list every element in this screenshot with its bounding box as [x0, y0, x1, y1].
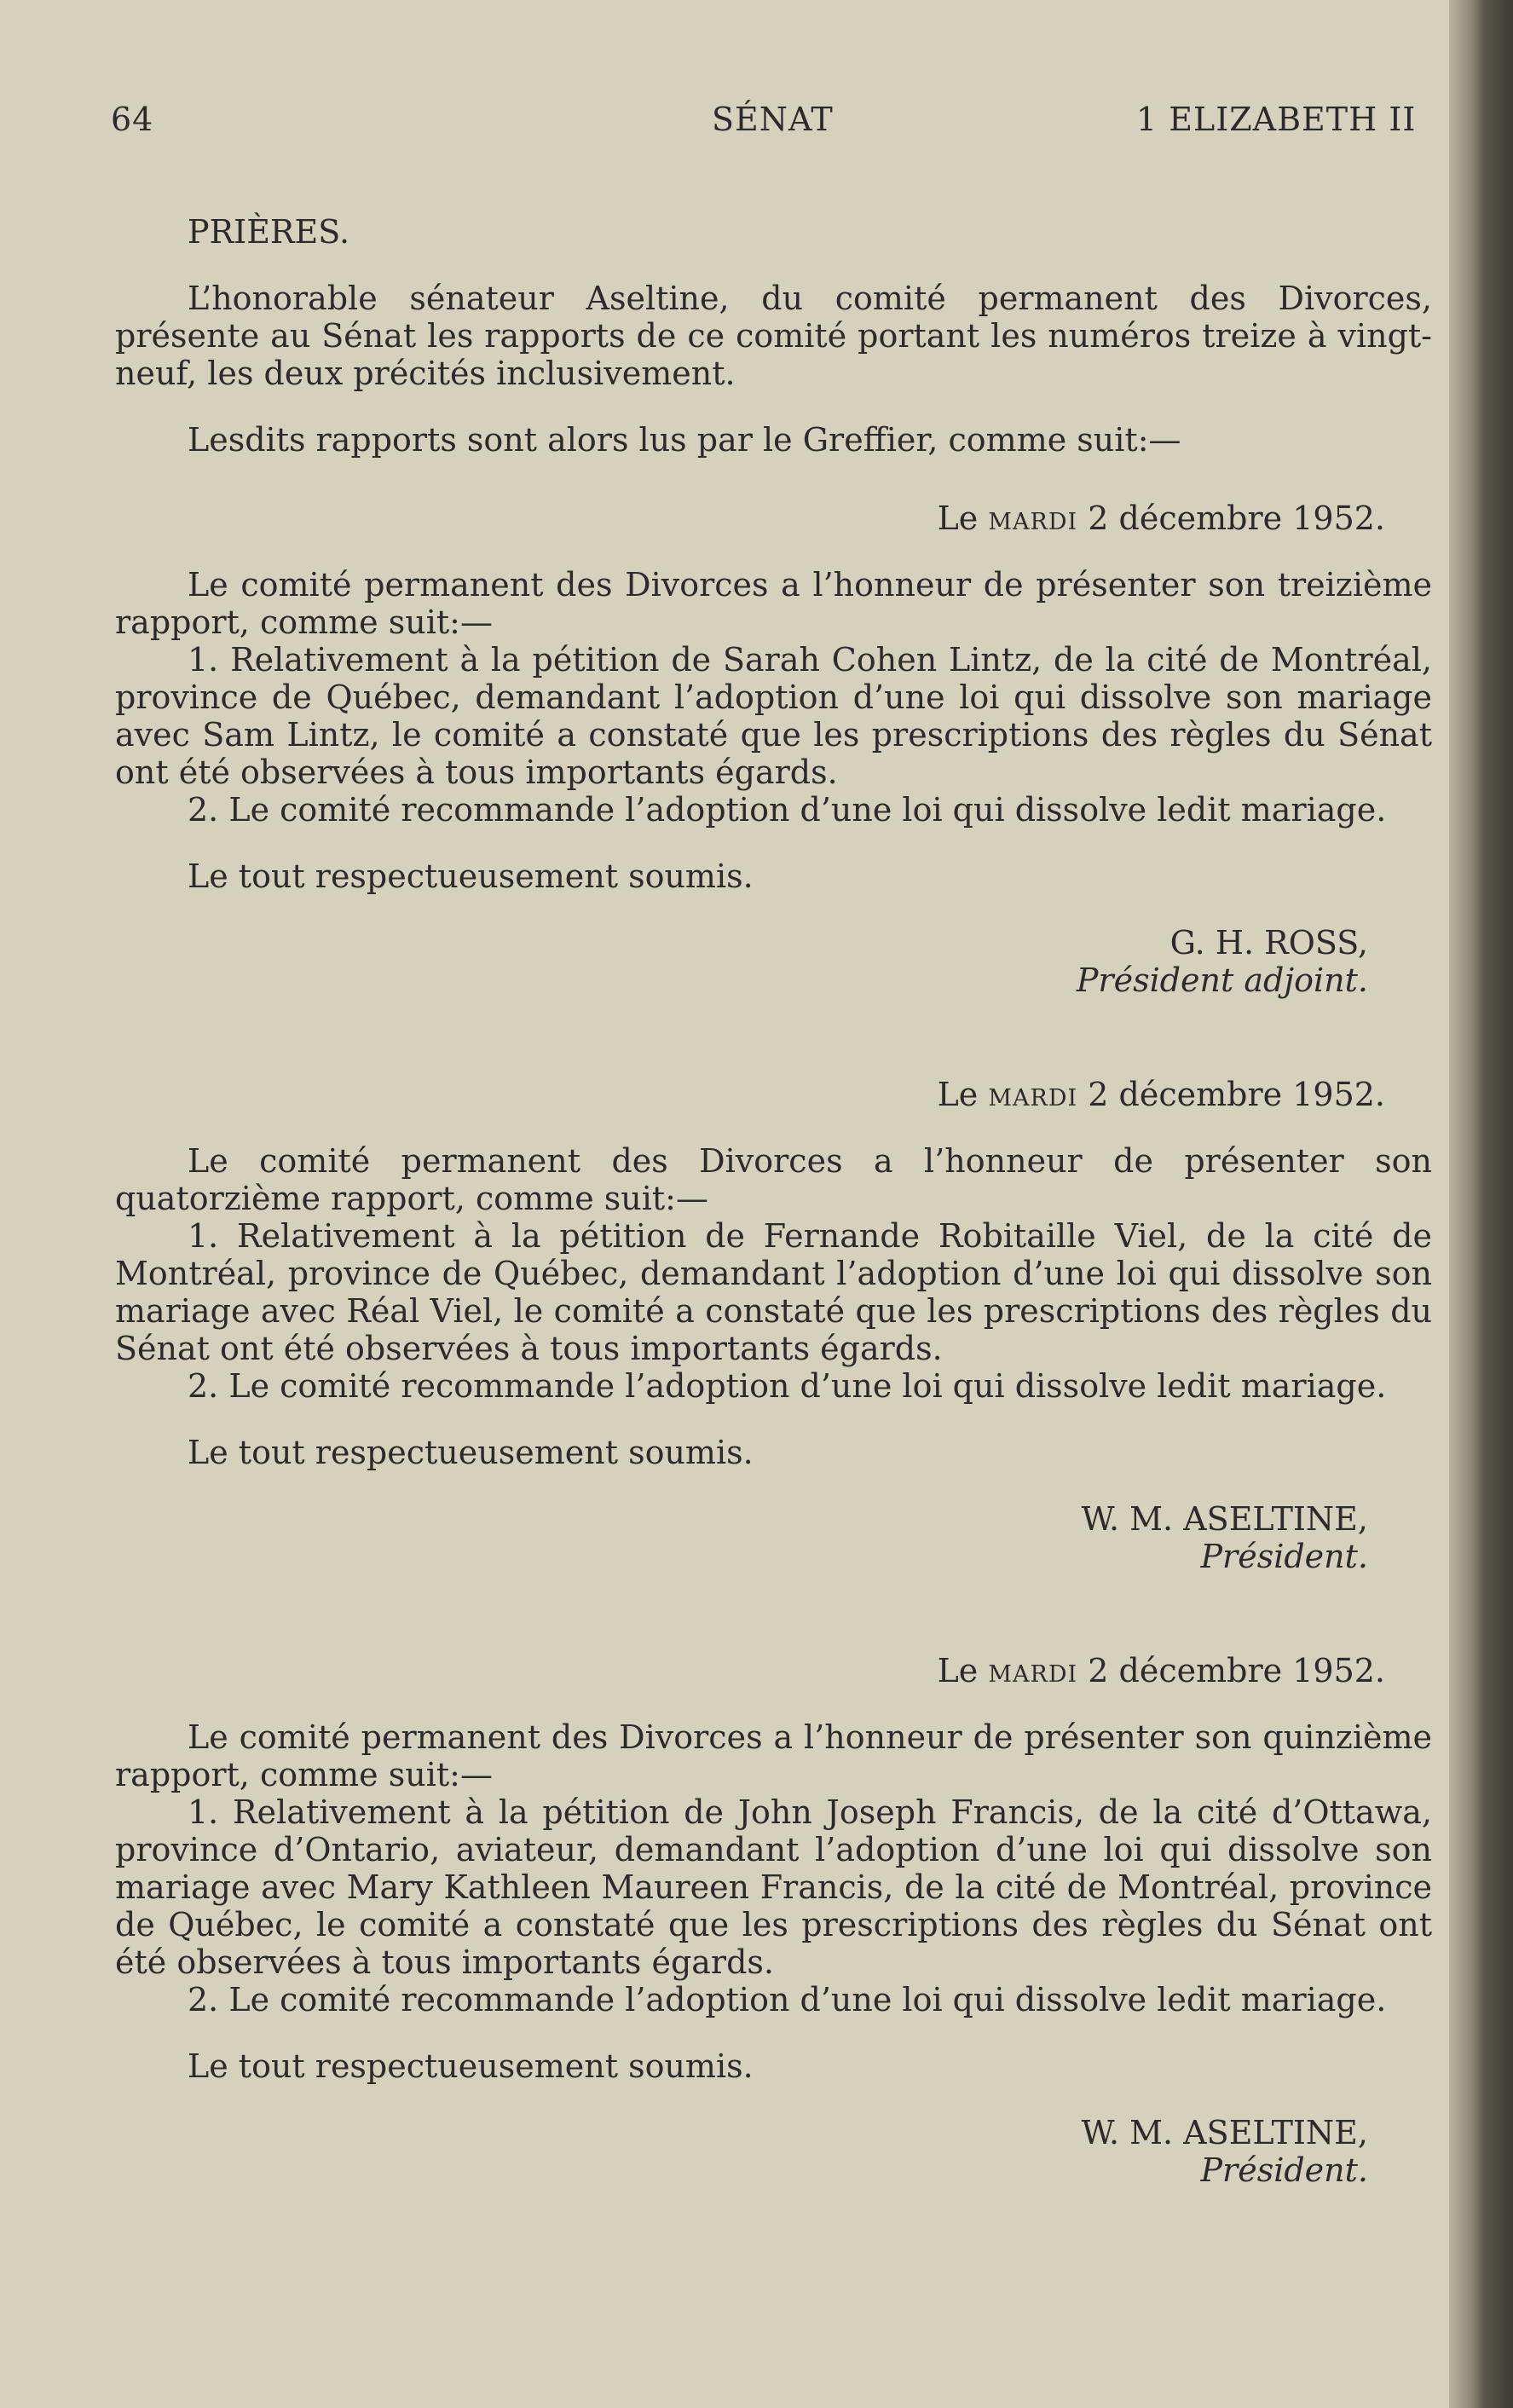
report-closing: Le tout respectueusement soumis. [188, 1434, 754, 1471]
page-body [115, 196, 1432, 2189]
report-closing: Le tout respectueusement soumis. [188, 2047, 754, 2085]
signer-role: Président adjoint. [1076, 961, 1368, 999]
report-item-2: 2. Le comité recommande l’adoption d’une loi qui dissolve ledit mariage. [188, 791, 1387, 829]
report-item-2: 2. Le comité recommande l’adoption d’une loi qui dissolve ledit mariage. [188, 1367, 1387, 1405]
report-opening: Le comité permanent des Divorces a l’honneur de présenter son quinzième rapport, comme suit:— [115, 1718, 1432, 1793]
report-closing: Le tout respectueusement soumis. [188, 858, 754, 895]
signer-name: W. M. ASELTINE, [1081, 1500, 1368, 1538]
report-item-1: 1. Relativement à la pétition de John Joseph Francis, de la cité d’Ottawa, province d’Ontario, aviateur, demandant l’adoption d’une loi qui dissolve son mariage avec Mary Kathleen Maureen Francis, de la cité de Montréal, province de Québec, le comité a constaté que les prescriptions des règles du Sénat ont été observées à tous importants égards. [115, 1793, 1432, 1981]
report-date: Le mardi 2 décembre 1952. [937, 1652, 1385, 1689]
section-title: PRIÈRES. [188, 213, 350, 251]
signer-name: W. M. ASELTINE, [1081, 2114, 1368, 2151]
signer-role: Président. [1200, 2151, 1368, 2189]
intro-paragraph: L’honorable sénateur Aseltine, du comité permanent des Divorces, présente au Sénat les rapports de ce comité portant les numéros treize à vingt-neuf, les deux précités inclusivement. [115, 280, 1432, 392]
page-number: 64 [111, 101, 154, 138]
signature-block [115, 1500, 1432, 1575]
signature-block [115, 924, 1432, 999]
report-15 [115, 1652, 1432, 2189]
report-date: Le mardi 2 décembre 1952. [937, 1076, 1385, 1113]
report-item-1: 1. Relativement à la pétition de Fernande Robitaille Viel, de la cité de Montréal, province de Québec, demandant l’adoption d’une loi qui dissolve son mariage avec Réal Viel, le comité a constaté que les prescriptions des règles du Sénat ont été observées à tous importants égards. [115, 1217, 1432, 1367]
report-item-1: 1. Relativement à la pétition de Sarah Cohen Lintz, de la cité de Montréal, province de Québec, demandant l’adoption d’une loi qui dissolve son mariage avec Sam Lintz, le comité a constaté que les prescriptions des règles du Sénat ont été observées à tous importants égards. [115, 641, 1432, 791]
signer-name: G. H. ROSS, [1169, 924, 1368, 961]
report-opening: Le comité permanent des Divorces a l’honneur de présenter son treizième rapport, comme suit:— [115, 566, 1432, 641]
report-opening: Le comité permanent des Divorces a l’honneur de présenter son quatorzième rapport, comme suit:— [115, 1142, 1432, 1217]
signer-role: Président. [1200, 1538, 1368, 1575]
running-head-right: 1 ELIZABETH II [1136, 101, 1417, 138]
book-gutter [1449, 0, 1513, 2408]
read-line: Lesdits rapports sont alors lus par le Greffier, comme suit:— [188, 421, 1181, 459]
running-head-center: SÉNAT [712, 101, 834, 138]
signature-block [115, 2114, 1432, 2189]
report-13 [115, 500, 1432, 999]
report-14 [115, 1076, 1432, 1575]
report-date: Le mardi 2 décembre 1952. [937, 500, 1385, 537]
report-item-2: 2. Le comité recommande l’adoption d’une loi qui dissolve ledit mariage. [188, 1981, 1387, 2018]
